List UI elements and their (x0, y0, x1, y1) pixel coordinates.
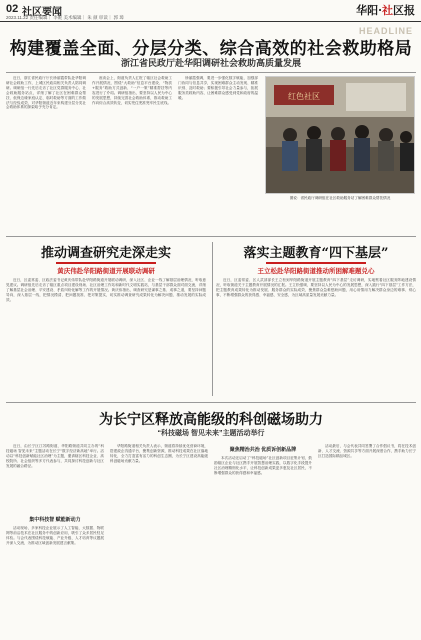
paragraph: 徐丽霞强调，要进一步强化数字赋能，加强部门协同与信息共享，实现困难群众主动发现、精准识别、及时救助；要积极引导社会力量参与，拓展服务类救助内容，让困难群众感受到党和政府的温暖。 (178, 76, 258, 100)
top-story-column-3 (178, 76, 258, 232)
paragraph: 华阳路街道相关负责人表示，街道将持续优化营商环境，搭建政企沟通平台，聚集创新资源，推动科技成果在社区落地转化，全力打造富有活力的科创生态圈，为长宁区建设高能级科创磁场贡献力量。 (110, 444, 208, 463)
brand-suffix: 区报 (393, 4, 415, 17)
right-story-headline: 落实主题教育“四下基层” (243, 246, 389, 261)
divider (6, 236, 416, 237)
top-story-column-2 (92, 76, 172, 232)
photo-illustration (266, 77, 415, 194)
brand-accent: 社 (382, 4, 393, 17)
brand-logo (356, 2, 415, 18)
photo-caption: 图说：省民政厅调研组在社区救助服务站了解困难群众帮扶情况 (289, 196, 391, 200)
bottom-story-column-2 (110, 444, 208, 634)
main-subheadline: 浙江省民政厅赴华阳调研社会救助高质量发展 (120, 58, 301, 68)
paragraph: 近日，由长宁区江苏路街道、华阳路街道共同主办的“科技磁场 智见未来”主题活动在长宁“数字经济新高地”举行。活动以“科技创新赋能社区治理”为主题，邀请辖区科技企业、高校院所、社会组织等多方代表参与，共同探讨科技创新与社区发展的融合路径。 (6, 444, 104, 468)
bottom-story-column-1 (6, 444, 104, 512)
right-story-subheadline: 王立松赴华阳路街道推动所困解难题兑心 (257, 268, 375, 275)
left-story-headline: 推动调查研究走深走实 (40, 246, 171, 261)
divider (6, 72, 416, 73)
bottom-story-column-4 (318, 444, 416, 634)
photo-sign-text: 红色社区 (288, 92, 320, 101)
bottom-story-column-1-cont (6, 526, 104, 634)
bottom-story-subhead-1: 集中科技智 赋能新动力 (29, 517, 81, 523)
right-story-body (216, 278, 416, 396)
edit-info: 2023.11.22 责任编辑｜ 李妮 美术编辑｜ 朱 颜 审读｜ 郭 璋 (6, 15, 124, 20)
news-photo (265, 76, 415, 194)
paragraph: 活动最后，与会代表共同签署了合作倡议书，将在技术创新、人才交流、资源共享等方面开展深度合作，携手助力长宁区打造国际精品城区。 (318, 444, 416, 458)
accent-rule (266, 262, 366, 264)
paragraph: 近日，区委常委、区人武部部长王立松到华阳路街道开展主题教育“四下基层”走访调研，实地察看社区服务阵地建设情况，听取街道关于主题教育开展情况的汇报。王立松强调，要坚持以人民为中心的发展思想，深入践行“四下基层”工作方法，把主题教育成果转化为推动发展、服务群众的实际成效，聚焦群众急难愁盼问题，用心用情用力解决群众身边的难事、烦心事，不断增强群众的获得感、幸福感、安全感，为区域高质量发展贡献力量。 (216, 278, 416, 297)
brand-prefix: 华阳· (356, 4, 382, 17)
paragraph: 活动现场，多家科技企业展示了人工智能、大数据、物联网等前沿技术在社区服务中的创新应用，吸引了众多居民驻足体验。与会代表围绕科技赋能、产业升级、人才培育等议题展开深入交流，为推动区域创新发展建言献策。 (6, 526, 104, 545)
bottom-story-subhead-2: 聚焦精治共治 优质诉创新品牌 (229, 447, 297, 453)
bottom-story-subheadline: “科技磁场 智见未来”主题活动举行 (157, 430, 265, 437)
accent-rule (56, 262, 156, 264)
headline-tag: HEADLINE (358, 26, 413, 36)
column-divider (212, 242, 213, 396)
left-story-body (6, 278, 206, 396)
main-headline: 构建覆盖全面、分层分类、综合高效的社会救助格局 (9, 39, 413, 59)
top-story-column-1 (6, 76, 86, 232)
paragraph: 座谈会上，街道负责人汇报了辖区社会救助工作开展情况，围绕“大救助”信息平台建设、“物质+服务”救助方式创新、“一户一策”精准帮扶等内容进行了介绍。调研组指出，要坚持以人民为中心的发展思想，持续完善社会救助体系，推动救助工作向综合高效转变，切实兜住兜准兜牢民生底线。 (92, 76, 172, 105)
bottom-story-column-3 (214, 456, 312, 634)
masthead (0, 0, 421, 22)
page-number: 02 (6, 3, 19, 15)
paragraph: 本次活动还启动了“科技磁场”社区创新项目征集计划，鼓励辖区企业与社区携手开展智慧治理实践，以数字化手段提升社区治理精细化水平，让科技创新成果更多惠及社区居民，不断增强群众的获得感和幸福感。 (214, 456, 312, 475)
left-story-subheadline: 黄庆伟赴华阳路街道开展联动调研 (57, 268, 155, 275)
divider (6, 402, 416, 403)
paragraph: 近日，区委常委、区政法委书记黄庆伟带队赴华阳路街道开展联动调研，深入社区、企业一线了解基层治理情况，听取意见建议。调研组先后走访了辖区重点项目建设现场、社区治理工作站和新时代文明实践站，与基层干部群众面对面交流，详细了解基层社会治理、平安建设、矛盾纠纷化解等工作的开展情况。黄庆伟指出，调查研究是谋事之基、成事之道，要坚持问题导向，深入基层一线，把情况摸清、把问题找准、把对策提实，切实推动调查研究成果转化为解决问题、推动发展的实际成效。 (6, 278, 206, 302)
section-name: 社区要闻 (22, 7, 62, 18)
paragraph: 近日，浙江省民政厅厅长徐丽霞带队赴华阳调研社会救助工作，上城区民政局相关负责人陪同调研。调研组一行先后走访了社区党群服务中心、社会救助服务站点，详细了解了社区在困难群众帮扶、低保边缘家庭认定、临时救助等方面的工作做法与经验成效，对华阳街道近年来构建分层分类社会救助体系的探索给予充分肯定。 (6, 76, 86, 110)
bottom-story-headline: 为长宁区释放高能级的科创磁场助力 (99, 412, 323, 428)
